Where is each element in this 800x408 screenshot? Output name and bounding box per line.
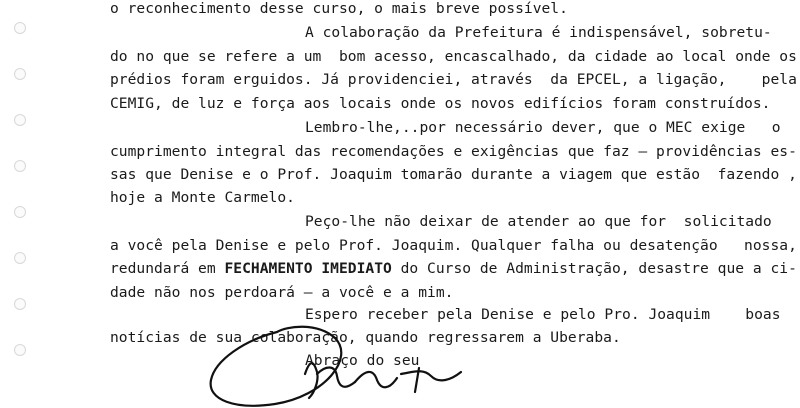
letter-line: CEMIG, de luz e força aos locais onde os novos edifícios foram construídos. — [110, 95, 771, 112]
emphasis-text: FECHAMENTO IMEDIATO — [224, 260, 392, 277]
closing-line: Abraço do seu — [305, 352, 420, 369]
text-run: redundará em — [110, 260, 225, 277]
letter-line: a você pela Denise e pelo Prof. Joaquim. Qualquer falha ou desatenção nossa, — [110, 237, 797, 254]
punch-hole — [14, 114, 26, 126]
punch-hole — [14, 344, 26, 356]
handwritten-signature — [205, 318, 505, 408]
paragraph-start: A colaboração da Prefeitura é indispensável, sobretu- — [305, 24, 772, 41]
punch-hole — [14, 206, 26, 218]
letter-line: o reconhecimento desse curso, o mais breve possível. — [110, 0, 568, 17]
paragraph-start: Lembro-lhe,..por necessário dever, que o MEC exige o — [305, 119, 781, 136]
letter-line: hoje a Monte Carmelo. — [110, 189, 295, 206]
letter-line: prédios foram erguidos. Já providenciei, através da EPCEL, a ligação, pela — [110, 71, 797, 88]
punch-hole — [14, 22, 26, 34]
punch-hole — [14, 68, 26, 80]
binder-margin — [0, 0, 40, 406]
letter-line — [110, 261, 797, 277]
letter-line: notícias de sua colaboração, quando regressarem a Uberaba. — [110, 329, 621, 346]
text-run: do Curso de Administração, desastre que a ci- — [391, 260, 797, 277]
letter-line: dade não nos perdoará — a você e a mim. — [110, 284, 454, 301]
punch-hole — [14, 298, 26, 310]
punch-hole — [14, 252, 26, 264]
letter-line: do no que se refere a um bom acesso, encascalhado, da cidade ao local onde os — [110, 48, 797, 65]
letter-line: sas que Denise e o Prof. Joaquim tomarão durante a viagem que estão fazendo , — [110, 166, 797, 183]
paragraph-start: Peço-lhe não deixar de atender ao que for solicitado — [305, 213, 772, 230]
punch-hole — [14, 160, 26, 172]
letter-line: cumprimento integral das recomendações e exigências que faz — providências es- — [110, 143, 797, 160]
paragraph-start: Espero receber pela Denise e pelo Pro. Joaquim boas — [305, 306, 781, 323]
